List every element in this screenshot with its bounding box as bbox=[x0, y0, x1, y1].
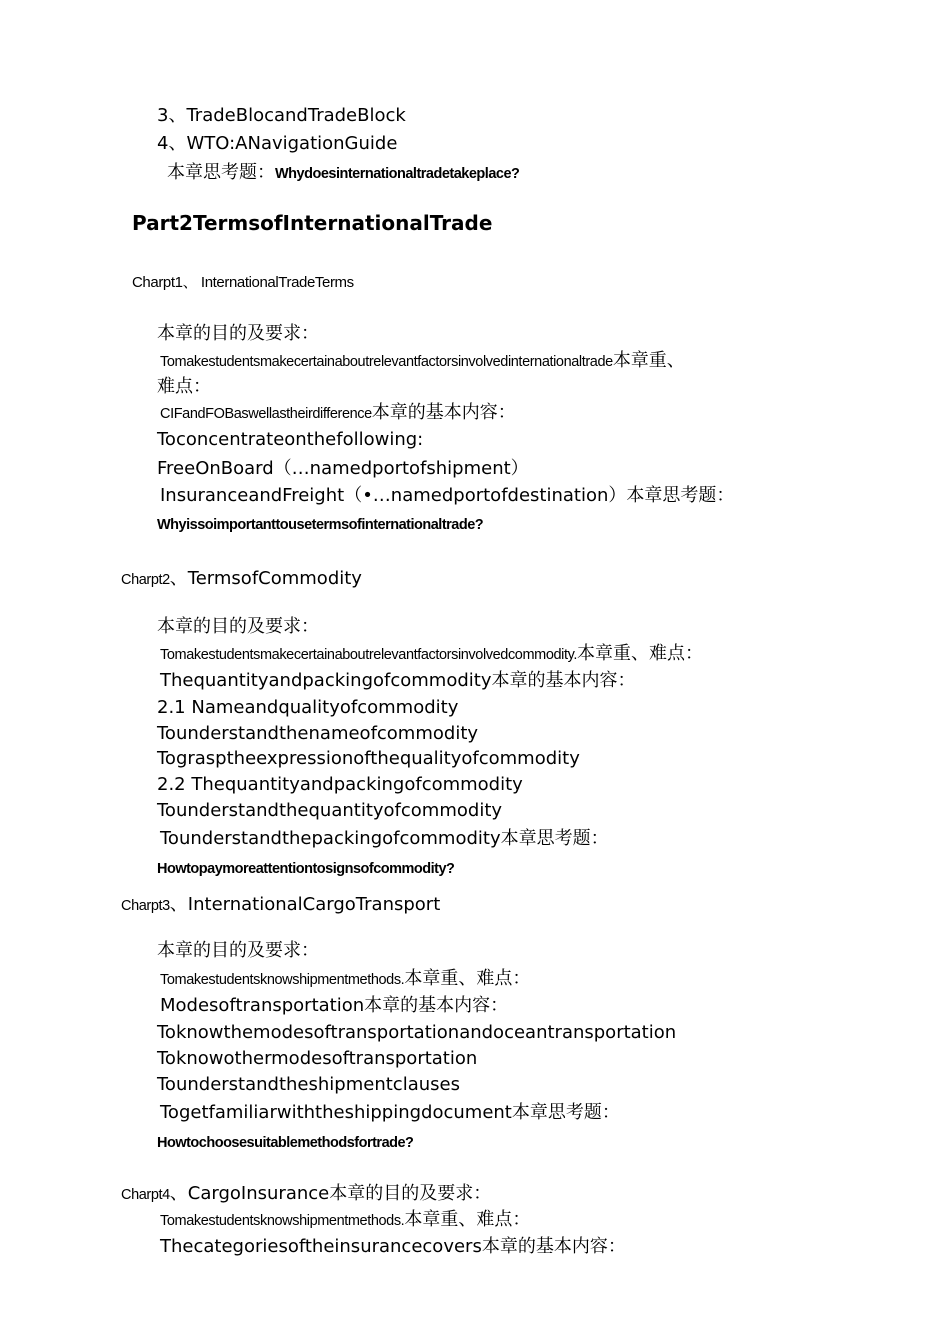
chapter2-content-3: Tograsptheexpressionofthequalityofcommodity bbox=[157, 748, 580, 769]
chapter3-keypoint: Modesoftransportation本章的基本内容： bbox=[160, 995, 509, 1016]
chapter4-keypoint: Thecategoriesoftheinsurancecovers本章的基本内容： bbox=[160, 1236, 626, 1257]
chapter2-content-6: Tounderstandthepackingofcommodity本章思考题： bbox=[160, 828, 609, 849]
list-item-3: 3、TradeBlocandTradeBlock bbox=[157, 105, 406, 126]
part-heading: Part2TermsofInternationalTrade bbox=[132, 211, 493, 235]
chapter4-title: Charpt4、CargoInsurance本章的目的及要求： bbox=[121, 1183, 492, 1204]
chapter1-objective: Tomakestudentsmakecertainaboutrelevantfactorsinvolvedinternationaltrade本章重、 bbox=[160, 350, 685, 371]
thinking-question: 本章思考题：Whydoesinternationaltradetakeplace? bbox=[167, 162, 520, 183]
chapter3-question: Howtochoosesuitablemethodsfortrade? bbox=[157, 1135, 414, 1151]
chapter2-question: Howtopaymoreattentiontosignsofcommodity? bbox=[157, 861, 455, 877]
chapter3-content-2: Toknowothermodesoftransportation bbox=[157, 1048, 478, 1069]
chapter1-content-3: InsuranceandFreight（•…namedportofdestination）本章思考题： bbox=[160, 485, 735, 506]
chapter1-keypoint: CIFandFOBaswellastheirdifference本章的基本内容： bbox=[160, 402, 516, 423]
chapter2-title: Charpt2、TermsofCommodity bbox=[121, 568, 362, 589]
list-item-4: 4、WTO:ANavigationGuide bbox=[157, 133, 398, 154]
chapter1-objective-label: 本章的目的及要求： bbox=[157, 323, 319, 344]
chapter1-content-2: FreeOnBoard（…namedportofshipment） bbox=[157, 458, 529, 479]
chapter2-content-4: 2.2 Thequantityandpackingofcommodity bbox=[157, 774, 523, 795]
chapter3-objective: Tomakestudentsknowshipmentmethods.本章重、难点： bbox=[160, 968, 531, 989]
chapter2-content-5: Tounderstandthequantityofcommodity bbox=[157, 800, 503, 821]
chapter1-question: Whyissoimportanttousetermsofinternationaltrade? bbox=[157, 517, 484, 533]
chapter1-content-1: Toconcentrateonthefollowing: bbox=[157, 429, 424, 450]
chapter4-objective: Tomakestudentsknowshipmentmethods.本章重、难点： bbox=[160, 1209, 531, 1230]
chapter3-title: Charpt3、InternationalCargoTransport bbox=[121, 894, 441, 915]
chapter3-content-1: Toknowthemodesoftransportationandoceantransportation bbox=[157, 1022, 677, 1043]
chapter1-title: Charpt1、 InternationalTradeTerms bbox=[132, 274, 354, 291]
chapter2-objective: Tomakestudentsmakecertainaboutrelevantfactorsinvolvedcommodity.本章重、难点： bbox=[160, 643, 704, 664]
chapter3-content-3: Tounderstandtheshipmentclauses bbox=[157, 1074, 460, 1095]
chapter3-objective-label: 本章的目的及要求： bbox=[157, 940, 319, 961]
chapter2-content-1: 2.1 Nameandqualityofcommodity bbox=[157, 697, 459, 718]
chapter2-content-2: Tounderstandthenameofcommodity bbox=[157, 723, 479, 744]
chapter3-content-4: Togetfamiliarwiththeshippingdocument本章思考题： bbox=[160, 1102, 620, 1123]
chapter2-objective-label: 本章的目的及要求： bbox=[157, 616, 319, 637]
chapter2-keypoint: Thequantityandpackingofcommodity本章的基本内容： bbox=[160, 670, 636, 691]
chapter1-keypoint-label: 难点： bbox=[157, 376, 211, 397]
